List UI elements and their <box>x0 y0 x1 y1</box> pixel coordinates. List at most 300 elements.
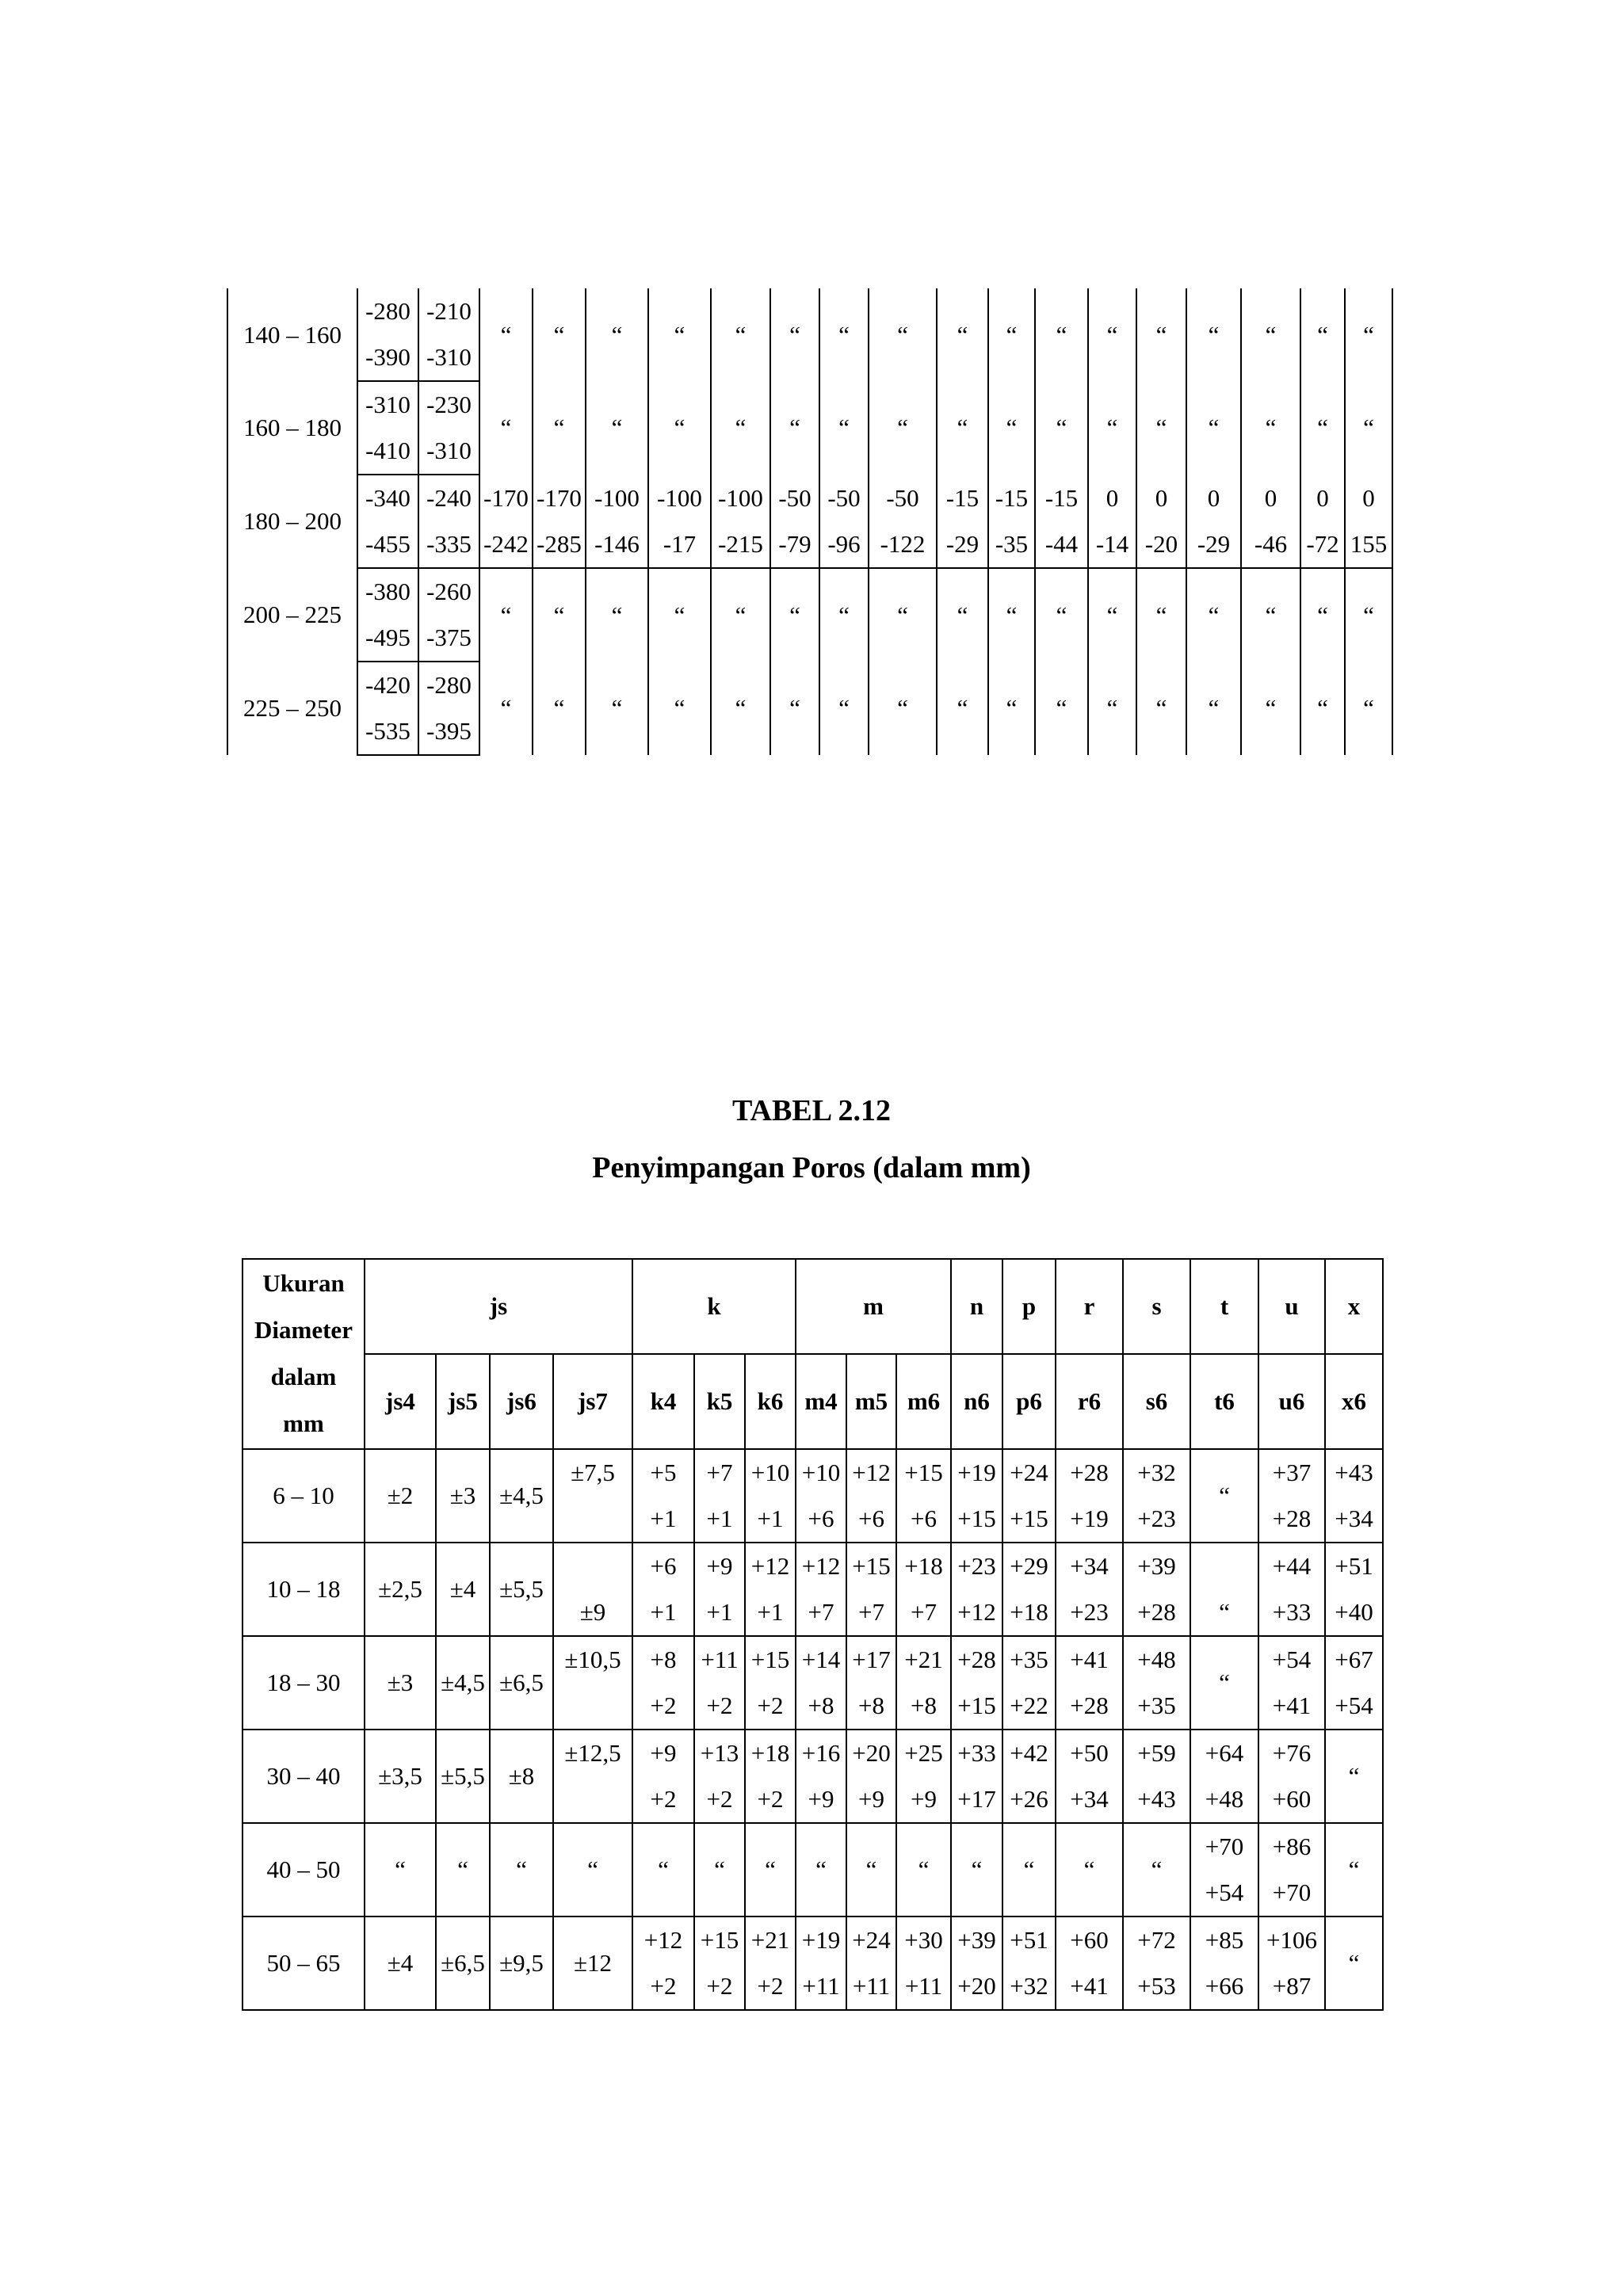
value-cell: +10 <box>745 1449 796 1496</box>
value-cell: -280 <box>357 288 418 334</box>
ditto-mark: “ <box>479 568 533 662</box>
column-header: p6 <box>1002 1354 1056 1449</box>
value-cell: +10 <box>796 1449 846 1496</box>
value-cell: +15 <box>694 1917 745 1963</box>
value-cell: +5 <box>632 1449 694 1496</box>
ditto-mark: “ <box>1345 568 1392 662</box>
value-cell: +16 <box>796 1730 846 1776</box>
value-cell: +15 <box>1002 1496 1056 1543</box>
value-cell: 0 <box>1088 475 1136 521</box>
ditto-mark: “ <box>586 662 648 755</box>
value-cell: -535 <box>357 708 418 755</box>
value-cell: +34 <box>1056 1776 1123 1823</box>
value-cell: +76 <box>1258 1730 1325 1776</box>
value-cell: ±4,5 <box>436 1636 490 1730</box>
ditto-mark: “ <box>988 568 1035 662</box>
ditto-mark: “ <box>1300 288 1345 381</box>
ditto-mark: “ <box>1190 1636 1258 1730</box>
value-cell: +2 <box>745 1963 796 2010</box>
value-cell: +28 <box>1056 1683 1123 1730</box>
ditto-mark: “ <box>1088 381 1136 475</box>
ditto-mark: “ <box>819 381 869 475</box>
value-cell: -375 <box>418 615 479 662</box>
value-cell: +9 <box>896 1776 951 1823</box>
size-range-cell: 225 – 250 <box>227 662 357 755</box>
value-cell: +34 <box>1325 1496 1383 1543</box>
ditto-mark: “ <box>1136 381 1186 475</box>
value-cell: -410 <box>357 428 418 475</box>
value-cell: +39 <box>1123 1543 1190 1589</box>
value-cell: 0 <box>1186 475 1241 521</box>
ditto-mark: “ <box>988 381 1035 475</box>
value-cell: -15 <box>988 475 1035 521</box>
ditto-mark: “ <box>770 568 819 662</box>
value-cell: +1 <box>632 1589 694 1636</box>
value-cell: +24 <box>846 1917 896 1963</box>
value-cell: +14 <box>796 1636 846 1683</box>
value-cell: ±12 <box>553 1917 632 2010</box>
ditto-mark: “ <box>988 662 1035 755</box>
value-cell: +41 <box>1258 1683 1325 1730</box>
value-cell: +2 <box>694 1963 745 2010</box>
value-cell: +11 <box>796 1963 846 2010</box>
ditto-mark: “ <box>1186 288 1241 381</box>
value-cell: +18 <box>1002 1589 1056 1636</box>
ditto-mark: “ <box>1241 568 1300 662</box>
value-cell: -44 <box>1035 521 1088 568</box>
value-cell: -230 <box>418 381 479 428</box>
ditto-mark: “ <box>479 288 533 381</box>
value-cell: ±7,5 <box>553 1449 632 1543</box>
ditto-mark: “ <box>648 662 711 755</box>
column-header: x6 <box>1325 1354 1383 1449</box>
ditto-mark: “ <box>586 288 648 381</box>
ditto-mark: “ <box>648 568 711 662</box>
table-row <box>227 288 1392 334</box>
value-cell: +9 <box>796 1776 846 1823</box>
group-header: js <box>365 1259 632 1354</box>
ditto-mark: “ <box>770 288 819 381</box>
value-cell: +30 <box>896 1917 951 1963</box>
value-cell: +43 <box>1325 1449 1383 1496</box>
value-cell: +64 <box>1190 1730 1258 1776</box>
value-cell: +28 <box>1123 1589 1190 1636</box>
ditto-mark: “ <box>869 381 937 475</box>
value-cell: +51 <box>1002 1917 1056 1963</box>
value-cell: +1 <box>745 1496 796 1543</box>
ditto-mark: “ <box>694 1823 745 1917</box>
value-cell: +23 <box>1123 1496 1190 1543</box>
ditto-mark: “ <box>1136 288 1186 381</box>
value-cell: +70 <box>1258 1870 1325 1917</box>
value-cell: +20 <box>846 1730 896 1776</box>
value-cell: +12 <box>632 1917 694 1963</box>
value-cell: +26 <box>1002 1776 1056 1823</box>
value-cell: +8 <box>632 1636 694 1683</box>
value-cell: +12 <box>796 1543 846 1589</box>
value-cell: ±2,5 <box>365 1543 436 1636</box>
ditto-mark: “ <box>479 381 533 475</box>
table-row <box>227 475 1392 521</box>
ditto-mark: “ <box>1325 1917 1383 2010</box>
ditto-mark: “ <box>796 1823 846 1917</box>
value-cell: +59 <box>1123 1730 1190 1776</box>
value-cell: ±3 <box>436 1449 490 1543</box>
value-cell: +2 <box>745 1683 796 1730</box>
ditto-mark: “ <box>937 662 988 755</box>
value-cell: +19 <box>951 1449 1002 1496</box>
value-cell: +11 <box>694 1636 745 1683</box>
ditto-mark: “ <box>819 662 869 755</box>
value-cell: -50 <box>869 475 937 521</box>
ditto-mark: “ <box>632 1823 694 1917</box>
value-cell: -310 <box>418 428 479 475</box>
value-cell: +86 <box>1258 1823 1325 1870</box>
value-cell: -340 <box>357 475 418 521</box>
value-cell: +23 <box>951 1543 1002 1589</box>
column-header: js5 <box>436 1354 490 1449</box>
value-cell: +8 <box>896 1683 951 1730</box>
value-cell: -280 <box>418 662 479 708</box>
ditto-mark: “ <box>648 288 711 381</box>
column-header: js4 <box>365 1354 436 1449</box>
table-row <box>242 1636 1383 1683</box>
value-cell: ±3,5 <box>365 1730 436 1823</box>
value-cell: +42 <box>1002 1730 1056 1776</box>
value-cell: +11 <box>846 1963 896 2010</box>
group-header: x <box>1325 1259 1383 1354</box>
group-header: k <box>632 1259 796 1354</box>
value-cell: +29 <box>1002 1543 1056 1589</box>
value-cell: +44 <box>1258 1543 1325 1589</box>
shaft-deviation-table <box>242 1258 1384 2011</box>
value-cell: +8 <box>846 1683 896 1730</box>
value-cell: +85 <box>1190 1917 1258 1963</box>
ditto-mark: “ <box>1002 1823 1056 1917</box>
header-row <box>242 1354 1383 1449</box>
value-cell: +8 <box>796 1683 846 1730</box>
value-cell: -122 <box>869 521 937 568</box>
ditto-mark: “ <box>1088 568 1136 662</box>
ditto-mark: “ <box>869 288 937 381</box>
ditto-mark: “ <box>770 381 819 475</box>
table-title: TABEL 2.12 <box>732 1094 891 1127</box>
ditto-mark: “ <box>533 381 586 475</box>
value-cell: +12 <box>846 1449 896 1496</box>
column-header: k4 <box>632 1354 694 1449</box>
table-row <box>242 1917 1383 1963</box>
value-cell: -215 <box>711 521 770 568</box>
ditto-mark: “ <box>1088 288 1136 381</box>
value-cell: +51 <box>1325 1543 1383 1589</box>
table-subtitle: Penyimpangan Poros (dalam mm) <box>592 1151 1031 1184</box>
value-cell: +70 <box>1190 1823 1258 1870</box>
value-cell: -79 <box>770 521 819 568</box>
value-cell: +34 <box>1056 1543 1123 1589</box>
ditto-mark: “ <box>896 1823 951 1917</box>
table-row <box>242 1449 1383 1496</box>
value-cell: +1 <box>745 1589 796 1636</box>
value-cell: +50 <box>1056 1730 1123 1776</box>
value-cell: -420 <box>357 662 418 708</box>
ditto-mark: “ <box>1241 288 1300 381</box>
value-cell: +43 <box>1123 1776 1190 1823</box>
value-cell: +9 <box>846 1776 896 1823</box>
value-cell: +11 <box>896 1963 951 2010</box>
value-cell: +13 <box>694 1730 745 1776</box>
value-cell: +18 <box>896 1543 951 1589</box>
value-cell: +41 <box>1056 1636 1123 1683</box>
value-cell: +1 <box>694 1589 745 1636</box>
value-cell: +21 <box>896 1636 951 1683</box>
value-cell: +15 <box>951 1496 1002 1543</box>
value-cell: +19 <box>1056 1496 1123 1543</box>
value-cell: +24 <box>1002 1449 1056 1496</box>
ditto-mark: “ <box>846 1823 896 1917</box>
value-cell: +20 <box>951 1963 1002 2010</box>
value-cell: -96 <box>819 521 869 568</box>
value-cell: +15 <box>951 1683 1002 1730</box>
value-cell: -29 <box>1186 521 1241 568</box>
value-cell: +60 <box>1258 1776 1325 1823</box>
ditto-mark: “ <box>1088 662 1136 755</box>
table-row <box>242 1730 1383 1776</box>
value-cell: +28 <box>1258 1496 1325 1543</box>
value-cell: 155 <box>1345 521 1392 568</box>
value-cell: +6 <box>632 1543 694 1589</box>
ditto-mark: “ <box>1300 662 1345 755</box>
ditto-mark: “ <box>1136 662 1186 755</box>
diameter-header-line: Ukuran <box>262 1269 345 1297</box>
ditto-mark: “ <box>711 288 770 381</box>
size-range-cell: 180 – 200 <box>227 475 357 568</box>
value-cell: +28 <box>1056 1449 1123 1496</box>
value-cell: +6 <box>796 1496 846 1543</box>
value-cell: +106 <box>1258 1917 1325 1963</box>
diameter-header-line: mm <box>283 1409 324 1437</box>
size-range-cell: 6 – 10 <box>242 1449 365 1543</box>
table-row <box>242 1823 1383 1870</box>
value-cell: +32 <box>1123 1449 1190 1496</box>
table-row <box>227 568 1392 615</box>
value-cell: +2 <box>694 1776 745 1823</box>
value-cell: +35 <box>1123 1683 1190 1730</box>
table-row <box>227 381 1392 428</box>
value-cell: +17 <box>951 1776 1002 1823</box>
ditto-mark: “ <box>869 662 937 755</box>
column-header: m4 <box>796 1354 846 1449</box>
ditto-mark: “ <box>770 662 819 755</box>
value-cell: -15 <box>937 475 988 521</box>
value-cell: ±4,5 <box>490 1449 553 1543</box>
value-cell: -395 <box>418 708 479 755</box>
column-header: k6 <box>745 1354 796 1449</box>
value-cell: +9 <box>632 1730 694 1776</box>
value-cell: -170 <box>533 475 586 521</box>
ditto-mark: “ <box>533 288 586 381</box>
value-cell: “ <box>553 1823 632 1917</box>
value-cell: +54 <box>1190 1870 1258 1917</box>
value-cell: -72 <box>1300 521 1345 568</box>
size-range-cell: 30 – 40 <box>242 1730 365 1823</box>
value-cell: +60 <box>1056 1917 1123 1963</box>
value-cell: -100 <box>648 475 711 521</box>
value-cell: -170 <box>479 475 533 521</box>
ditto-mark: “ <box>819 288 869 381</box>
group-header: m <box>796 1259 951 1354</box>
size-range-cell: 40 – 50 <box>242 1823 365 1917</box>
value-cell: ±5,5 <box>490 1543 553 1636</box>
column-header: u6 <box>1258 1354 1325 1449</box>
ditto-mark: “ <box>1325 1823 1383 1917</box>
value-cell: ±2 <box>365 1449 436 1543</box>
value-cell: -242 <box>479 521 533 568</box>
ditto-mark: “ <box>1186 568 1241 662</box>
value-cell: -146 <box>586 521 648 568</box>
ditto-mark: “ <box>586 568 648 662</box>
column-header: t6 <box>1190 1354 1258 1449</box>
column-header: js6 <box>490 1354 553 1449</box>
value-cell: -17 <box>648 521 711 568</box>
value-cell: +7 <box>846 1589 896 1636</box>
column-header: m6 <box>896 1354 951 1449</box>
column-header: js7 <box>553 1354 632 1449</box>
column-header: n6 <box>951 1354 1002 1449</box>
value-cell: ±6,5 <box>490 1636 553 1730</box>
value-cell: +7 <box>694 1449 745 1496</box>
ditto-mark: “ <box>586 381 648 475</box>
ditto-mark: “ <box>988 288 1035 381</box>
size-range-cell: 10 – 18 <box>242 1543 365 1636</box>
ditto-mark: “ <box>1325 1730 1383 1823</box>
value-cell: -15 <box>1035 475 1088 521</box>
value-cell: 0 <box>1136 475 1186 521</box>
value-cell: -310 <box>357 381 418 428</box>
value-cell: -35 <box>988 521 1035 568</box>
table-row <box>242 1543 1383 1589</box>
group-header: p <box>1002 1259 1056 1354</box>
value-cell: 0 <box>1345 475 1392 521</box>
value-cell: ±12,5 <box>553 1730 632 1823</box>
deviation-table-continued <box>227 288 1393 756</box>
ditto-mark: “ <box>1123 1823 1190 1917</box>
value-cell: +54 <box>1325 1683 1383 1730</box>
table-row <box>227 662 1392 708</box>
ditto-mark: “ <box>1035 568 1088 662</box>
value-cell: +66 <box>1190 1963 1258 2010</box>
value-cell: +48 <box>1190 1776 1258 1823</box>
ditto-mark: “ <box>648 381 711 475</box>
value-cell: +53 <box>1123 1963 1190 2010</box>
value-cell: +54 <box>1258 1636 1325 1683</box>
column-header: s6 <box>1123 1354 1190 1449</box>
ditto-mark: “ <box>745 1823 796 1917</box>
value-cell: ±4 <box>365 1917 436 2010</box>
value-cell: +7 <box>796 1589 846 1636</box>
value-cell: +40 <box>1325 1589 1383 1636</box>
value-cell: +2 <box>745 1776 796 1823</box>
ditto-mark: “ <box>1035 662 1088 755</box>
value-cell: +7 <box>896 1589 951 1636</box>
value-cell: +67 <box>1325 1636 1383 1683</box>
value-cell: +15 <box>745 1636 796 1683</box>
column-header: r6 <box>1056 1354 1123 1449</box>
size-range-cell: 50 – 65 <box>242 1917 365 2010</box>
group-header: r <box>1056 1259 1123 1354</box>
group-header: n <box>951 1259 1002 1354</box>
ditto-mark: “ <box>937 381 988 475</box>
value-cell: -210 <box>418 288 479 334</box>
value-cell: ±8 <box>490 1730 553 1823</box>
ditto-mark: “ <box>937 568 988 662</box>
value-cell: 0 <box>1241 475 1300 521</box>
ditto-mark: “ <box>1136 568 1186 662</box>
value-cell: +2 <box>632 1776 694 1823</box>
value-cell: +21 <box>745 1917 796 1963</box>
ditto-mark: “ <box>1345 381 1392 475</box>
ditto-mark: “ <box>951 1823 1002 1917</box>
value-cell: +35 <box>1002 1636 1056 1683</box>
ditto-mark: “ <box>1300 381 1345 475</box>
ditto-mark: “ <box>937 288 988 381</box>
value-cell: +33 <box>1258 1589 1325 1636</box>
ditto-mark: “ <box>1241 381 1300 475</box>
value-cell: “ <box>436 1823 490 1917</box>
ditto-mark: “ <box>479 662 533 755</box>
value-cell: ±9,5 <box>490 1917 553 2010</box>
size-range-cell: 200 – 225 <box>227 568 357 662</box>
ditto-mark: “ <box>1056 1823 1123 1917</box>
value-cell: -455 <box>357 521 418 568</box>
value-cell: 0 <box>1300 475 1345 521</box>
value-cell: +15 <box>846 1543 896 1589</box>
ditto-mark: “ <box>1186 662 1241 755</box>
value-cell: +41 <box>1056 1963 1123 2010</box>
value-cell: -310 <box>418 334 479 381</box>
value-cell: +6 <box>896 1496 951 1543</box>
value-cell: +1 <box>694 1496 745 1543</box>
value-cell: -285 <box>533 521 586 568</box>
group-header: s <box>1123 1259 1190 1354</box>
value-cell: +17 <box>846 1636 896 1683</box>
ditto-mark: “ <box>1035 288 1088 381</box>
value-cell: ±10,5 <box>553 1636 632 1730</box>
group-header: t <box>1190 1259 1258 1354</box>
value-cell: ±9 <box>553 1543 632 1636</box>
value-cell: +87 <box>1258 1963 1325 2010</box>
ditto-mark: “ <box>711 568 770 662</box>
value-cell: +25 <box>896 1730 951 1776</box>
value-cell: +72 <box>1123 1917 1190 1963</box>
value-cell: -29 <box>937 521 988 568</box>
value-cell: +2 <box>632 1683 694 1730</box>
value-cell: +12 <box>951 1589 1002 1636</box>
value-cell: +1 <box>632 1496 694 1543</box>
value-cell: +48 <box>1123 1636 1190 1683</box>
ditto-mark: “ <box>1300 568 1345 662</box>
value-cell: -50 <box>770 475 819 521</box>
value-cell: ±3 <box>365 1636 436 1730</box>
value-cell: +6 <box>846 1496 896 1543</box>
value-cell: +19 <box>796 1917 846 1963</box>
value-cell: -14 <box>1088 521 1136 568</box>
value-cell: -46 <box>1241 521 1300 568</box>
ditto-mark: “ <box>1186 381 1241 475</box>
diameter-header-line: Diameter <box>254 1316 353 1344</box>
value-cell: -380 <box>357 568 418 615</box>
ditto-mark: “ <box>1190 1543 1258 1636</box>
ditto-mark: “ <box>533 568 586 662</box>
